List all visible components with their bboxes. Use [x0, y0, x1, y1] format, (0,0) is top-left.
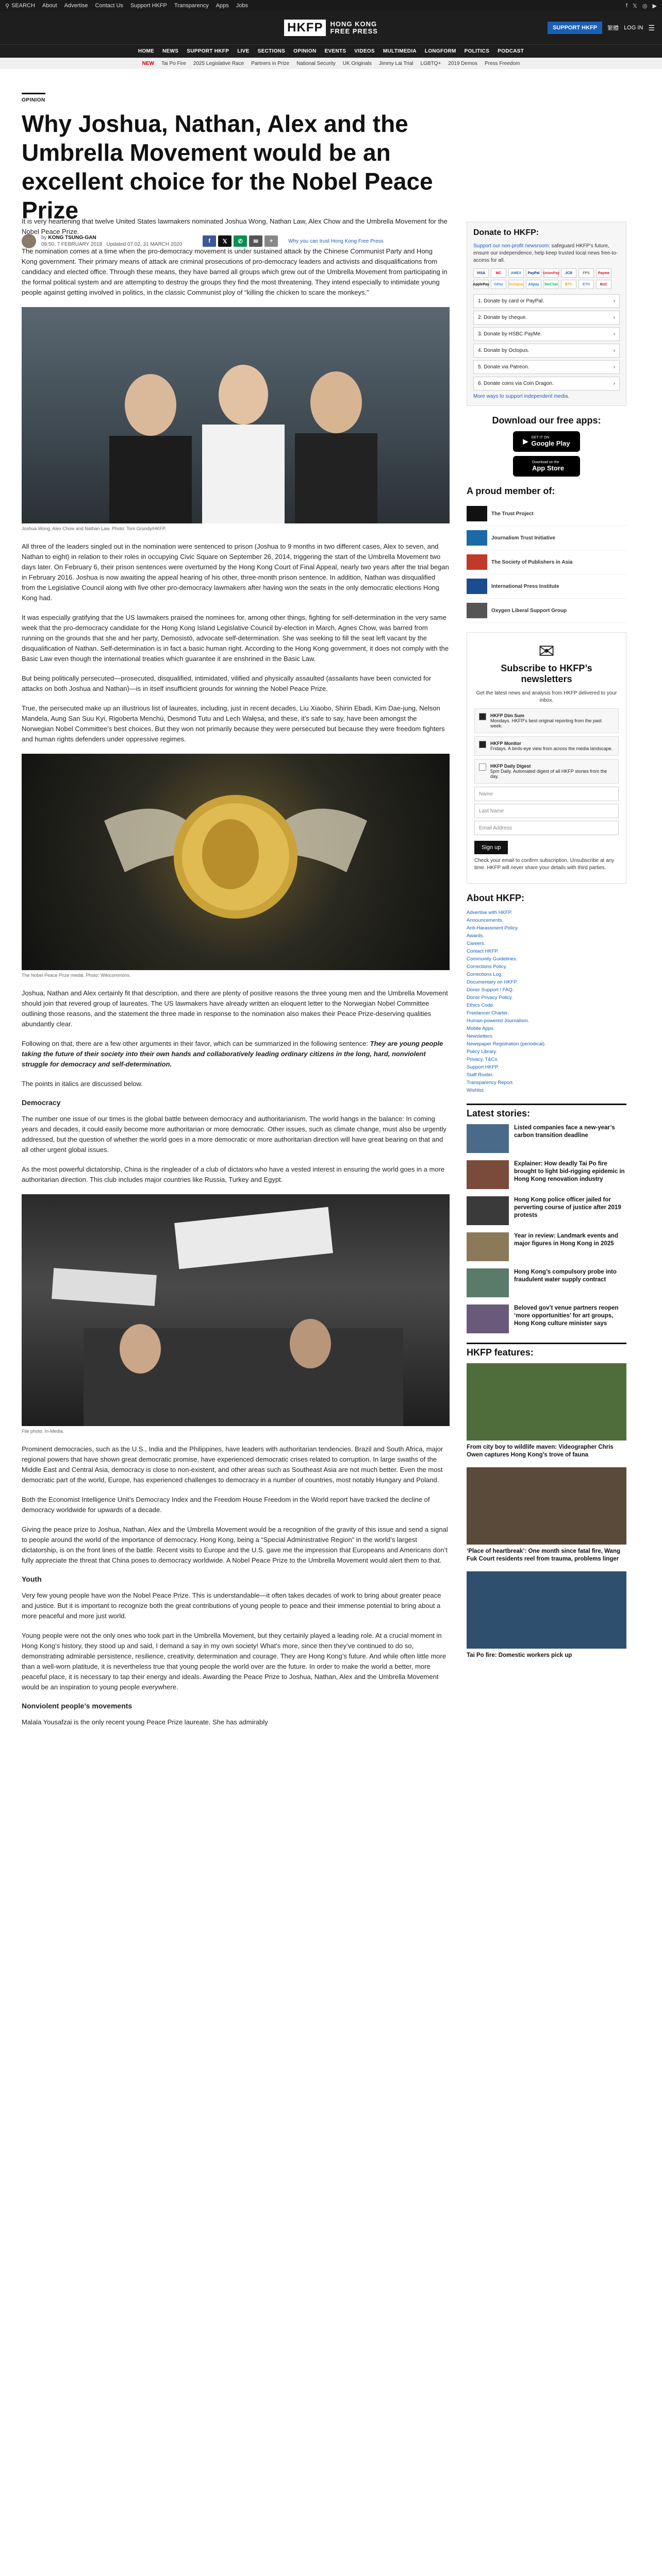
subheading-democracy: Democracy [22, 1098, 61, 1107]
story-thumbnail[interactable] [467, 1232, 509, 1261]
nav-item-support-hkfp[interactable]: SUPPORT HKFP [187, 48, 229, 54]
story-thumbnail[interactable] [467, 1124, 509, 1153]
apps-link[interactable]: Apps [216, 3, 229, 9]
trending-item[interactable]: Partners in Prize [251, 60, 290, 66]
share-facebook-icon[interactable]: f [203, 235, 216, 247]
donate-option-label: 6. Donate coins via Coin Dragon. [478, 381, 554, 386]
apps-title: Download our free apps: [492, 415, 601, 426]
advertise-link[interactable]: Advertise [64, 3, 88, 9]
payment-method-icon: AMEX [508, 268, 524, 278]
donate-options [473, 294, 620, 391]
story-title[interactable]: Beloved gov’t venue partners reopen ‘more opportunities’ for art groups, Hong Kong culture minister says [514, 1305, 619, 1327]
google-play-icon: ▶ [523, 437, 528, 445]
last-name-input[interactable]: Last Name [474, 804, 619, 818]
newsletter-text [490, 713, 614, 728]
about-link[interactable]: Documentary on HKFP. [467, 979, 518, 985]
feature-title[interactable]: Tai Po fire: Domestic workers pick up [467, 1652, 572, 1658]
protest-graphic [22, 1194, 450, 1426]
payment-method-icon: ApplePay [473, 280, 489, 289]
about-box [467, 893, 626, 1094]
member-logo-icon [467, 579, 487, 594]
chevron-right-icon: › [613, 348, 615, 353]
member-logo-icon [467, 603, 487, 618]
about-link[interactable]: Wishlist. [467, 1088, 485, 1093]
donate-option-label: 5. Donate via Patreon. [478, 364, 529, 370]
publish-date: 09:50, 7 FEBRUARY 2018 [41, 242, 103, 247]
payment-methods [473, 268, 620, 289]
story-title[interactable]: Hong Kong police officer jailed for perverting course of justice after 2019 protests [514, 1197, 621, 1218]
top-bar [0, 0, 662, 11]
about-link[interactable]: About [42, 3, 57, 9]
donate-title: Donate to HKFP: [473, 228, 539, 237]
nav-item-longform[interactable]: LONGFORM [424, 48, 456, 54]
feature-title[interactable]: ‘Place of heartbreak’: One month since fatal fire, Wang Fuk Court residents reel from trauma, problems linger [467, 1548, 621, 1562]
member-title: A proud member of: [467, 486, 555, 496]
paragraph-4: It was especially gratifying that the US lawmakers praised the nominees for, among other things, fighting for self-determination in the very same week that the pro-democracy candidate for the Hong Kong Island Legislative Council by-election in March, Agnes Chow, was barred from running on the grounds that she and her party, Demosistō, advocate self-determination. She was seeking to fill the seat left vacant by the disqualification of Nathan. Self-determination is in fact a basic human right. According to the Hong Kong government, it does not comply with the Basic Law even though the international treaties which guarantee it are enshrined in the Basic Law. [22, 614, 449, 663]
about-list [467, 909, 626, 1094]
feature-image[interactable] [467, 1363, 626, 1440]
about-link[interactable]: Newsletters. [467, 1033, 494, 1039]
member-name: Oxygen Liberal Support Group [491, 607, 567, 614]
member-item[interactable] [467, 502, 626, 526]
signup-note: Check your email to confirm subscription. Unsubscribe at any time. HKFP will never share your details with third parties. [474, 858, 615, 871]
feature-image[interactable] [467, 1571, 626, 1649]
newsletter-name: HKFP Monitor [490, 741, 521, 746]
share-more-icon[interactable]: + [264, 235, 278, 247]
story-thumbnail[interactable] [467, 1196, 509, 1225]
donate-option-label: 1. Donate by card or PayPal. [478, 298, 544, 304]
newsletter-options [474, 708, 619, 784]
about-title: About HKFP: [467, 893, 524, 903]
member-box [467, 486, 626, 623]
nav-item-sections[interactable]: SECTIONS [257, 48, 286, 54]
headline: Why Joshua, Nathan, Alex and the Umbrella Movement would be an excellent choice for the Nobel Peace Prize [22, 110, 433, 224]
photo-3-caption: File photo: In-Media. [22, 1429, 64, 1434]
about-link[interactable]: Donor Privacy Policy. [467, 995, 513, 1001]
subheading-nonviolent: Nonviolent people’s movements [22, 1702, 133, 1710]
newsletter-checkbox[interactable] [479, 741, 486, 748]
about-link[interactable]: Anti-Harassment Policy. [467, 925, 519, 931]
paragraph-16: Young people were not the only ones who took part in the Umbrella Movement, but they certainly played a leading role. At a crucial moment in Hong Kong’s history, they stood up and said, I demand a say in my own society! What’s more, since then they’ve continued to do so, demonstrating admirable persistence, resilience, creativity, determination and courage. They are Hong Kong’s future. And while often little more than a well-worn platitude, it is nevertheless true that young people the world over are the future. In order to make the world a better, more peaceful place, it is necessary to tap their energy and ideals. Awarding the Peace Prize to Joshua, Nathan, Alex and the Umbrella Movement would be an inspiration to young people everywhere. [22, 1632, 446, 1691]
paragraph-2: The nomination comes at a time when the pro-democracy movement is under sustained attack by the Chinese Communist Party and Hong Kong government. Their primary means of attack are criminal prosecutions of pro-democracy leaders and activists and disqualifications from candidacy and elected office. Through these means, they have barred all groups which grew out of the Umbrella Movement from participating in the formal political system and are attempting to destroy the groups they find the most threatening. They intend especially to intimidate young people against getting involved in politics, in the classic Communist ploy of “killing the chicken to scare the monkeys.” [22, 247, 448, 296]
photo-wong-chow-law[interactable] [22, 307, 450, 523]
payment-method-icon: Payme [596, 268, 611, 278]
subscribe-title: Subscribe to HKFP’s newsletters [501, 663, 592, 684]
paragraph-11: As the most powerful dictatorship, China is the ringleader of a club of dictators who have a vested interest in ensuring the world goes in a more authoritarian direction. This club includes major countries like Russia, Turkey and Egypt. [22, 1165, 445, 1183]
share-whatsapp-icon[interactable]: ✆ [234, 235, 247, 247]
payment-method-icon: FPS [578, 268, 594, 278]
member-item[interactable] [467, 574, 626, 599]
about-link[interactable]: Newspaper Registration (periodical). [467, 1041, 546, 1047]
story-thumbnail[interactable] [467, 1304, 509, 1333]
newsletter-name: HKFP Daily Digest [490, 764, 531, 769]
share-twitter-icon[interactable]: 𝕏 [218, 235, 231, 247]
about-link[interactable]: Mobile Apps. [467, 1026, 495, 1031]
trending-item[interactable]: UK Originals [342, 60, 372, 66]
trending-item[interactable]: 2019 Demos [448, 60, 477, 66]
payment-method-icon: UnionPay [543, 268, 559, 278]
apps-box [467, 415, 626, 477]
main-nav [0, 44, 662, 58]
story-title[interactable]: Listed companies face a new-year’s carbon transition deadline [514, 1125, 615, 1139]
story-thumbnail[interactable] [467, 1268, 509, 1297]
instagram-icon[interactable]: ◎ [642, 3, 648, 9]
feature-story[interactable] [467, 1467, 626, 1563]
member-item[interactable] [467, 526, 626, 550]
latest-box [467, 1104, 626, 1333]
member-logo-icon [467, 530, 487, 546]
google-play-badge[interactable]: ▶ GET IT ON Google Play [513, 431, 580, 452]
photo-protest[interactable] [22, 1194, 450, 1426]
sidebar [467, 222, 626, 1668]
trending-item[interactable]: LGBTQ+ [420, 60, 441, 66]
about-link[interactable]: Transparency Report. [467, 1080, 514, 1086]
newsletter-text [490, 764, 614, 779]
name-input[interactable]: Name [474, 787, 619, 801]
member-item[interactable] [467, 550, 626, 574]
donate-link[interactable]: Support our non-profit newsroom: [473, 243, 550, 249]
paragraph-13: Both the Economist Intelligence Unit’s Democracy Index and the Freedom House Freedom in the World report have tracked the decline of democracy worldwide for upwards of a decade. [22, 1496, 430, 1514]
logo-text: HONG KONG FREE PRESS [330, 20, 378, 35]
nav-item-live[interactable]: LIVE [237, 48, 250, 54]
member-name: International Press Institute [491, 583, 559, 589]
newsletter-option[interactable] [474, 736, 619, 756]
nav-item-home[interactable]: HOME [138, 48, 155, 54]
about-link[interactable]: Policy Library. [467, 1049, 497, 1055]
donate-option[interactable] [473, 344, 620, 358]
payment-method-icon: PayPal [526, 268, 541, 278]
subscribe-text: Get the latest news and analysis from HKFP delivered to your inbox. [476, 690, 617, 703]
about-link[interactable]: Freelancer Charter. [467, 1010, 509, 1016]
donate-option[interactable] [473, 327, 620, 341]
story-thumbnail[interactable] [467, 1160, 509, 1189]
trending-item[interactable]: Tai Po Fire [161, 60, 186, 66]
paragraph-17: Malala Yousafzai is the only recent young Peace Prize laureate. She has admirably [22, 1718, 268, 1726]
nav-item-news[interactable]: NEWS [162, 48, 179, 54]
latest-title: Latest stories: [467, 1104, 626, 1119]
latest-story[interactable] [467, 1196, 626, 1225]
member-list [467, 502, 626, 623]
login-link[interactable]: LOG IN [624, 25, 643, 31]
latest-story[interactable] [467, 1124, 626, 1153]
menu-icon[interactable]: ☰ [648, 23, 655, 32]
share-email-icon[interactable]: ✉ [249, 235, 262, 247]
features-title: HKFP features: [467, 1343, 626, 1358]
member-logo-icon [467, 554, 487, 570]
transparency-link[interactable]: Transparency [174, 3, 209, 9]
nav-item-opinion[interactable]: OPINION [293, 48, 317, 54]
donate-option[interactable] [473, 360, 620, 374]
member-name: Journalism Trust Initiative [491, 535, 555, 541]
payment-method-icon: ETH [578, 280, 594, 289]
chevron-right-icon: › [613, 331, 615, 337]
about-link[interactable]: Privacy, T&Cs. [467, 1057, 499, 1062]
paragraph-9: The points in italics are discussed below. [22, 1080, 143, 1088]
chevron-right-icon: › [613, 298, 615, 304]
member-name: The Trust Project [491, 511, 534, 517]
story-title[interactable]: Hong Kong’s compulsory probe into fraudulent water supply contract [514, 1269, 617, 1283]
paragraph-5: But being politically persecuted—prosecuted, disqualified, intimidated, vilified and physically assaulted (assailants have been convicted for attacks on both Joshua and Nathan)—is in itself insufficient grounds for winning the Nobel Peace Prize. [22, 674, 432, 692]
nav-item-events[interactable]: EVENTS [324, 48, 346, 54]
payment-method-icon: Octopus [508, 280, 524, 289]
newsletter-desc: Mondays. HKFP’s best original reporting from the past week. [490, 718, 602, 728]
newsletter-desc: 5pm Daily. Automated digest of all HKFP stories from the day. [490, 769, 607, 779]
photo-nobel-medal[interactable] [22, 754, 450, 970]
paragraph-8: Following on that, there are a few other arguments in their favor, which can be summarized in the following sentence: They are young people taking the future of their society into their own hands and collaboratively leading ordinary citizens in the long, hard, nonviolent struggle for democracy and self-determination. [22, 1040, 443, 1068]
nav-item-politics[interactable]: POLITICS [464, 48, 490, 54]
nav-item-videos[interactable]: VIDEOS [354, 48, 375, 54]
features-box [467, 1343, 626, 1659]
donate-box: Donate to HKFP: Support our non-profit newsroom: safeguard HKFP’s future, ensure our independence, help keep trusted local news free-to-access for all. VISA MC AMEX PayPal UnionPay JCB FPS Payme ApplePay GPay Octopus Alipay WeChat BTC ETH BoC 1. Donate by card or PayPal. › 2. Donate by cheque. › 3. Donate by HSBC PayMe. › 4. Donate by Octopus. › 5. Donate via Patreon. › 6. Donate coins via Coin Dragon. › More ways to support independent media. [467, 222, 626, 406]
about-link[interactable]: Awards. [467, 933, 485, 939]
jobs-link[interactable]: Jobs [236, 3, 249, 9]
payment-method-icon: GPay [491, 280, 506, 289]
paragraph-1: It is very heartening that twelve United States lawmakers nominated Joshua Wong, Nathan Law, Alex Chow and the Umbrella Movement for the Nobel Peace Prize. [22, 217, 448, 235]
trust-link[interactable]: Why you can trust Hong Kong Free Press [288, 238, 384, 244]
search-link[interactable]: ⚲ SEARCH [5, 3, 35, 9]
trending-label: NEW [142, 60, 154, 66]
support-hkfp-button[interactable]: SUPPORT HKFP [548, 22, 602, 34]
envelope-icon: ✉ [538, 641, 555, 663]
payment-method-icon: MC [491, 268, 506, 278]
about-link[interactable]: Contact HKFP. [467, 948, 499, 954]
latest-story[interactable] [467, 1232, 626, 1261]
facebook-icon[interactable]: f [625, 3, 628, 9]
trending-item[interactable]: National Security [296, 60, 336, 66]
paragraph-10: The number one issue of our times is the global battle between democracy and authoritarianism. The world hangs in the balance: In coming years and decades, it could easily become more authoritarian or more democratic. Other issues, such as climate change, must also be urgently addressed, but the question of whether the world goes in a more democratic or more authoritarian direction will have great bearing on that and all other urgent global issues. [22, 1115, 446, 1154]
photo-1-caption: Joshua Wong, Alex Chow and Nathan Law. Photo: Tom Grundy/HKFP. [22, 526, 167, 531]
about-link[interactable]: Corrections Log. [467, 972, 503, 977]
donate-option[interactable] [473, 377, 620, 391]
feature-image[interactable] [467, 1467, 626, 1545]
about-link[interactable]: Advertise with HKFP. [467, 910, 512, 916]
latest-story[interactable] [467, 1268, 626, 1297]
payment-method-icon: WeChat [543, 280, 559, 289]
donate-option[interactable] [473, 311, 620, 325]
about-link[interactable]: Donor Support / FAQ. [467, 987, 514, 993]
subheading-youth: Youth [22, 1575, 42, 1583]
about-link[interactable]: Staff Roster. [467, 1072, 494, 1078]
payment-method-icon: VISA [473, 268, 489, 278]
nav-item-multimedia[interactable]: MULTIMEDIA [383, 48, 417, 54]
support-link[interactable]: Support HKFP [130, 3, 167, 9]
about-link[interactable]: Human-powered Journalism. [467, 1018, 529, 1024]
about-link[interactable]: Careers. [467, 941, 486, 946]
trending-item[interactable]: Press Freedom [484, 60, 520, 66]
photo-figures [22, 307, 450, 523]
about-link[interactable]: Community Guidelines. [467, 956, 518, 962]
paragraph-7: Joshua, Nathan and Alex certainly fit that description, and there are plenty of positive reasons the three young men and the Umbrella Movement should join that revered group of laureates. The US lawmakers have already written an eloquent letter to the Norwegian Nobel Committee outlining those reasons, and the statement the three made in response to the nomination also makes their Peace Prize-deserving qualities abundantly clear. [22, 989, 448, 1028]
masthead [0, 11, 662, 44]
site-logo[interactable] [284, 20, 378, 36]
newsletter-desc: Fridays. A birds-eye view from across the media landscape. [490, 746, 613, 751]
nav-item-podcast[interactable]: PODCAST [498, 48, 524, 54]
newsletter-checkbox[interactable] [479, 764, 486, 771]
member-name: The Society of Publishers in Asia [491, 559, 573, 565]
paragraph-15: Very few young people have won the Nobel Peace Prize. This is understandable—it often takes decades of work to bring about greater peace and justice. But it is important to recognize both the great contributions of young people to peace and their immense potential to bring about a more peaceful and more just world. [22, 1591, 441, 1620]
story-title[interactable]: Year in review: Landmark events and major figures in Hong Kong in 2025 [514, 1233, 618, 1247]
email-input[interactable]: Email Address [474, 821, 619, 835]
language-switch[interactable]: 繁體 [607, 25, 619, 31]
youtube-icon[interactable]: ▶ [652, 3, 657, 9]
trending-item[interactable]: Jimmy Lai Trial [378, 60, 413, 66]
subscribe-box [467, 632, 626, 884]
section-label[interactable]: OPINION [22, 93, 45, 103]
trending-bar [0, 58, 662, 69]
payment-method-icon: JCB [561, 268, 576, 278]
donate-option-label: 2. Donate by cheque. [478, 315, 527, 320]
paragraph-12: Prominent democracies, such as the U.S., India and the Philippines, have leaders with authoritarian tendencies. Brazil and South Africa, major regional powers that have shown great democratic promise, have experienced democratic crises related to corruption. In large swaths of the Middle East and Central Asia, democracy is close to non-existent, and other areas such as Southeast Asia are not much better. Even the most democratic part of the world, Europe, has experienced challenges to democracy in a number of countries, most notably Hungary and Poland. [22, 1445, 443, 1484]
latest-story[interactable] [467, 1304, 626, 1333]
newsletter-checkbox[interactable] [479, 713, 486, 720]
member-logo-icon [467, 506, 487, 521]
newsletter-option[interactable] [474, 759, 619, 784]
about-link[interactable]: Corrections Policy. [467, 964, 507, 970]
medal-graphic [22, 754, 450, 970]
feature-story[interactable] [467, 1571, 626, 1659]
payment-method-icon: Alipay [526, 280, 541, 289]
member-item[interactable] [467, 599, 626, 623]
article-body [22, 216, 450, 1737]
about-link[interactable]: Ethics Code. [467, 1003, 494, 1008]
chevron-right-icon: › [613, 381, 615, 386]
payment-method-icon: BoC [596, 280, 611, 289]
chevron-right-icon: › [613, 315, 615, 320]
donate-option-label: 4. Donate by Octopus. [478, 348, 529, 353]
newsletter-name: HKFP Dim Sum [490, 713, 524, 718]
paragraph-14: Giving the peace prize to Joshua, Nathan, Alex and the Umbrella Movement would be a recognition of the gravity of this issue and send a signal to people around the world of the importance of democracy. Hong Kong, being a “Special Administrative Region” in the world’s largest dictatorship, is on the front lines of the battle. Recent visits to Europe and the U.S. gave me the impression that Europeans and Americans don’t fully appreciate the threat that China poses to democracy worldwide. A Nobel Peace Prize to the Umbrella Movement would alert them to that. [22, 1526, 448, 1564]
about-link[interactable]: Support HKFP. [467, 1064, 499, 1070]
chevron-right-icon: › [613, 364, 615, 370]
newsletter-text [490, 741, 613, 751]
more-ways-link[interactable]: More ways to support independent media. [473, 394, 570, 399]
latest-story[interactable] [467, 1160, 626, 1189]
trending-item[interactable]: 2025 Legislative Race [193, 60, 244, 66]
updated-date: Updated 07:02, 31 MARCH 2020 [106, 242, 183, 247]
twitter-icon[interactable]: 𝕏 [633, 3, 637, 9]
latest-list [467, 1124, 626, 1333]
feature-story[interactable] [467, 1363, 626, 1459]
logo-mark: HKFP [284, 20, 326, 36]
author-name[interactable]: KONG TSUNG-GAN [48, 235, 96, 241]
newsletter-option[interactable] [474, 708, 619, 733]
signup-button[interactable]: Sign up [474, 841, 508, 854]
donate-option[interactable] [473, 294, 620, 308]
paragraph-6: True, the persecuted make up an illustrious list of laureates, including, just in recent decades, Liu Xiaobo, Shirin Ebadi, Kim Dae-jung, Nelson Mandela, Aung San Suu Kyi, Rigoberta Menchú, Desmond Tutu and Lech Wałęsa, and these, it’s safe to say, have been amongst the Norwegian Nobel Committee’s best choices. But they won not primarily because they were persecuted but because they were freedom fighters and human rights defenders under oppressive regimes. [22, 704, 445, 743]
features-list [467, 1363, 626, 1659]
feature-title[interactable]: From city boy to wildlife maven: Videographer Chris Owen captures Hong Kong’s trove of fauna [467, 1444, 614, 1458]
donate-option-label: 3. Donate by HSBC PayMe. [478, 331, 542, 337]
byline: by KONG TSUNG-GAN 09:50, 7 FEBRUARY 2018 Updated 07:02, 31 MARCH 2020 [41, 235, 183, 247]
paragraph-3: All three of the leaders singled out in the nomination were sentenced to prison (Joshua to 9 months in two different cases, Alex to seven, and Nathan to eight) in relation to their roles in occupying Civic Square on September 26, 2014, triggering the start of the Umbrella Movement two days later. On February 6, their prison sentences were overturned by the Hong Kong Court of Final Appeal, nearly two years after the trial began in February 2016. Joshua is now awaiting the appeal hearing of his other, three-month prison sentence. In addition, Nathan was disqualified from the Legislative Council along with five other pro-democracy lawmakers after having won the seats in the only democratic elections Hong Kong had. [22, 543, 449, 602]
search-icon: ⚲ [5, 3, 10, 9]
contact-link[interactable]: Contact Us [95, 3, 123, 9]
photo-2-caption: The Nobel Peace Prize medal. Photo: Wikicommons. [22, 973, 131, 978]
story-title[interactable]: Explainer: How deadly Tai Po fire brought to light bid-rigging epidemic in Hong Kong renovation industry [514, 1161, 625, 1182]
about-link[interactable]: Announcements. [467, 918, 504, 923]
app-store-badge[interactable]: Download on the App Store [513, 456, 580, 477]
payment-method-icon: BTC [561, 280, 576, 289]
key-sentence: They are young people taking the future of their society into their own hands and collaboratively leading ordinary citizens in the long, hard, nonviolent struggle for democracy and self-determination. [22, 1040, 443, 1068]
